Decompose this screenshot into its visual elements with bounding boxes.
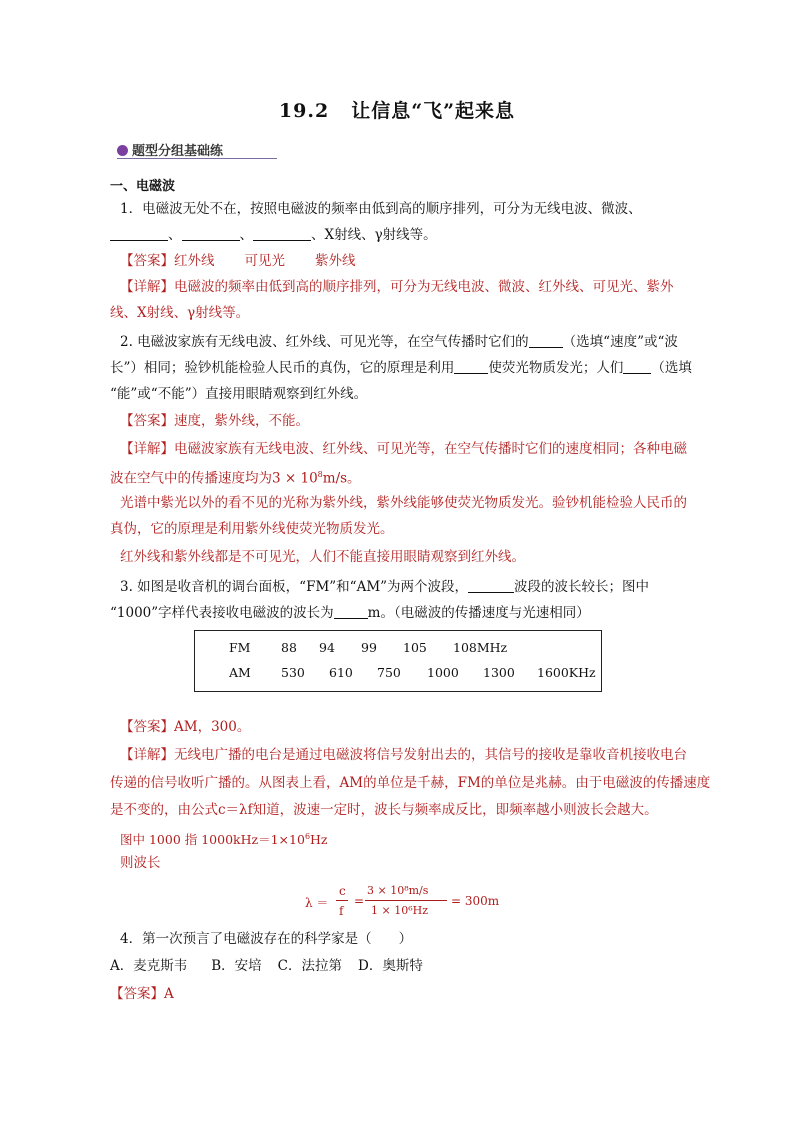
q1-line-1: 1．电磁波无处不在，按照电磁波的频率由低到高的顺序排列，可分为无线电波、微波、 xyxy=(120,201,642,217)
q2-line-1: 2. 电磁波家族有无线电波、红外线、可见光等，在空气传播时它们的 （选填“速度”或“波 xyxy=(120,334,678,350)
q1-line-2: 、 、 、X射线、γ射线等。 xyxy=(110,226,437,244)
q3-detail-2: 传递的信号收听广播的。从图表上看，AM的单位是千赫，FM的单位是兆赫。由于电磁波的传播速度 xyxy=(110,775,711,791)
q2-detail-1: 【详解】电磁波家族有无线电波、红外线、可见光等，在空气传播时它们的速度相同；各种电磁 xyxy=(120,441,687,457)
q3-detail-3: 是不变的，由公式c＝λf知道，波速一定时，波长与频率成反比，即频率越小则波长会越大。 xyxy=(110,802,658,818)
q2-line-3: “能”或“不能”）直接用眼睛观察到红外线。 xyxy=(110,386,368,402)
bullet-dot-icon xyxy=(117,145,128,156)
q1-blank-2 xyxy=(182,227,240,241)
q3-detail-1: 【详解】无线电广播的电台是通过电磁波将信号发射出去的，其信号的接收是靠收音机接收电台 xyxy=(120,747,687,763)
q4-option-a[interactable]: A．麦克斯韦 xyxy=(110,958,188,974)
q1-blank-1 xyxy=(110,227,168,241)
subsection-title: 一、电磁波 xyxy=(110,179,176,194)
q3-line-2: “1000”字样代表接收电磁波的波长为 m。（电磁波的传播速度与光速相同） xyxy=(110,605,590,621)
radio-dial-table xyxy=(194,630,602,692)
q1-detail-1: 【详解】电磁波的频率由低到高的顺序排列，可分为无线电波、微波、红外线、可见光、紫外 xyxy=(120,279,674,295)
q4-answer: 【答案】A xyxy=(110,986,174,1002)
q4-option-c[interactable]: C．法拉第 xyxy=(277,958,343,974)
q1-blank-3 xyxy=(253,227,311,241)
section-header xyxy=(117,140,277,159)
q4-options xyxy=(110,957,423,975)
q2-detail-4: 真伪，它的原理是利用紫外线使荧光物质发光。 xyxy=(110,521,394,537)
q3-blank-1 xyxy=(468,579,514,593)
title-number: 19.2 xyxy=(278,100,330,122)
q2-detail-2: 波在空气中的传播速度均为$3 \times 10^8m/s$。 xyxy=(110,470,361,487)
am-row: AM 530 610 750 1000 1300 1600KHz xyxy=(229,665,596,680)
q2-answer: 【答案】速度，紫外线，不能。 xyxy=(120,413,309,429)
q3-detail-4: 图中 1000 指 $1000kHz=1\times 10^6Hz$ xyxy=(120,832,328,848)
q4-option-d[interactable]: D．奥斯特 xyxy=(358,958,423,974)
q4-question: 4．第一次预言了电磁波存在的科学家是（ ） xyxy=(120,931,413,947)
section-label: 题型分组基础练 xyxy=(132,144,224,159)
q4-option-b[interactable]: B．安培 xyxy=(211,958,262,974)
q3-answer: 【答案】AM，300。 xyxy=(120,719,251,735)
q1-answer: 【答案】红外线 可见光 紫外线 xyxy=(120,253,356,269)
fm-row: FM 88 94 99 105 108MHz xyxy=(229,640,508,655)
wavelength-formula: λ ＝ c f = 3 × 10⁸m/s 1 × 10⁶Hz = 300m xyxy=(305,884,500,918)
q2-detail-5: 红外线和紫外线都是不可见光，人们不能直接用眼睛观察到红外线。 xyxy=(120,549,525,565)
q3-detail-5: 则波长 xyxy=(120,855,161,871)
q2-blank-1 xyxy=(529,334,563,348)
q2-blank-2 xyxy=(454,360,488,374)
q3-blank-2 xyxy=(334,605,368,619)
page-title xyxy=(0,96,794,123)
q1-detail-2: 线、X射线、γ射线等。 xyxy=(110,305,250,321)
title-text: 让信息“飞”起来息 xyxy=(351,100,516,122)
q3-line-1: 3. 如图是收音机的调台面板，“FM”和“AM”为两个波段， 波段的波长较长；图中 xyxy=(120,579,650,595)
q2-blank-3 xyxy=(623,360,651,374)
q2-line-2: 长”）相同；验钞机能检验人民币的真伪，它的原理是利用 使荧光物质发光；人们 （选填 xyxy=(110,360,692,376)
q2-detail-3: 光谱中紫光以外的看不见的光称为紫外线，紫外线能够使荧光物质发光。验钞机能检验人民币的 xyxy=(120,495,687,511)
